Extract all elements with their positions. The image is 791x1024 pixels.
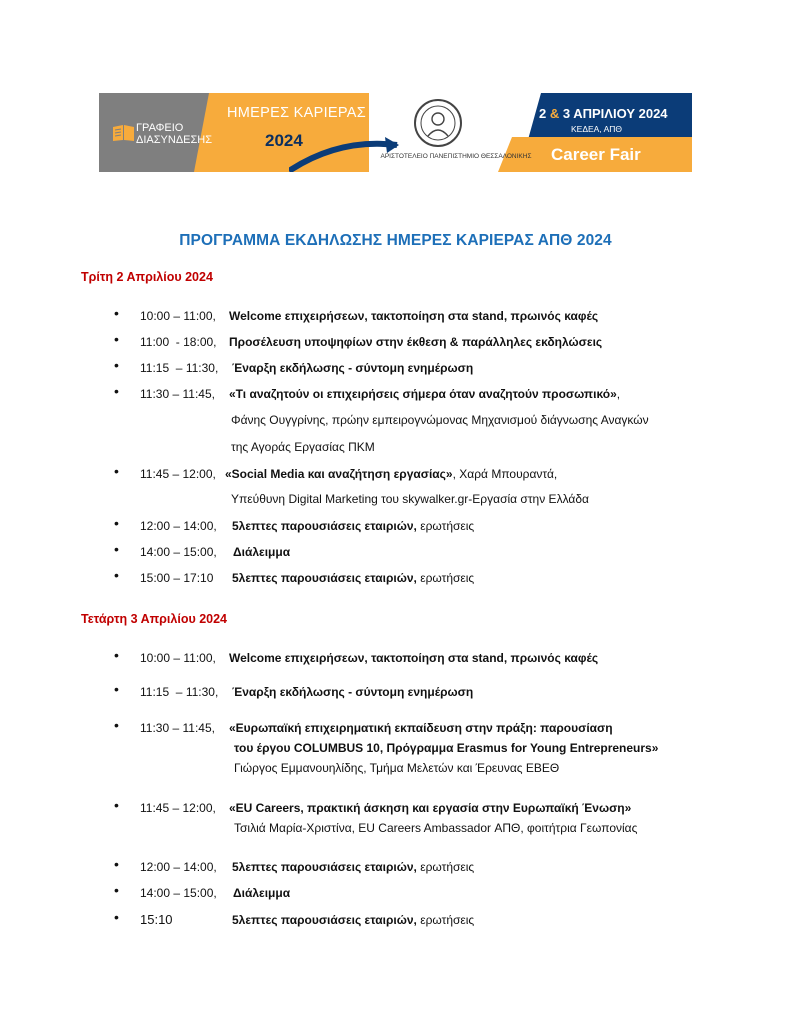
item-text [232, 360, 473, 376]
bullet: • [114, 909, 119, 925]
bullet: • [114, 717, 119, 733]
item-continuation: του έργου COLUMBUS 10, Πρόγραμμα Erasmus for Young Entrepreneurs» [234, 741, 659, 755]
bullet: • [114, 357, 119, 373]
item-text [229, 650, 598, 666]
item-text [229, 334, 602, 350]
item-suffix: , [616, 387, 621, 401]
item-continuation: Γιώργος Εμμανουηλίδης, Τμήμα Μελετών και Έρευνας ΕΒΕΘ [234, 761, 560, 775]
item-continuation: Τσιλιά Μαρία-Χριστίνα, EU Careers Ambassador ΑΠΘ, φοιτήτρια Γεωπονίας [234, 821, 638, 835]
item-title: Welcome επιχειρήσεων, τακτοποίηση στα stand, πρωινός καφές [229, 309, 599, 323]
bullet: • [114, 797, 119, 813]
item-text [232, 684, 473, 700]
item-text [229, 720, 613, 736]
item-text [232, 859, 474, 875]
item-time: 11:00 - 18:00, [140, 335, 217, 349]
item-suffix: , Χαρά Μπουραντά, [452, 467, 558, 481]
event-venue: ΚΕΔΕΑ, ΑΠΘ [571, 124, 623, 134]
item-time: 14:00 – 15:00, [140, 886, 217, 900]
date-day-1: 2 [539, 106, 547, 121]
item-text [233, 885, 290, 901]
item-title: «Social Media και αναζήτηση εργασίας» [225, 467, 453, 481]
program-title: ΠΡΟΓΡΑΜΜΑ ΕΚΔΗΛΩΣΗΣ ΗΜΕΡΕΣ ΚΑΡΙΕΡΑΣ ΑΠΘ 2024 [179, 232, 612, 249]
item-time: 11:45 – 12:00, [140, 801, 216, 815]
bullet: • [114, 567, 119, 583]
office-line-2: ΔΙΑΣΥΝΔΕΣΗΣ [136, 134, 213, 146]
item-text [225, 466, 557, 482]
item-time: 10:00 – 11:00, [140, 309, 216, 323]
university-name: ΑΡΙΣΤΟΤΕΛΕΙΟ ΠΑΝΕΠΙΣΤΗΜΙΟ ΘΕΣΣΑΛΟΝΙΚΗΣ [380, 153, 532, 160]
item-title: «Τι αναζητούν οι επιχειρήσεις σήμερα όταν αναζητούν προσωπικό» [229, 387, 617, 401]
item-title: Διάλειμμα [233, 545, 291, 559]
date-rest: 3 ΑΠΡΙΛΙΟΥ 2024 [562, 106, 668, 121]
date-amp: & [549, 106, 560, 121]
item-title: «Ευρωπαϊκή επιχειρηματική εκπαίδευση στην πράξη: παρουσίαση [229, 721, 613, 735]
university-seal-icon [413, 98, 463, 148]
bullet: • [114, 331, 119, 347]
bullet: • [114, 647, 119, 663]
event-dates [539, 106, 668, 121]
bullet: • [114, 882, 119, 898]
item-text [232, 518, 474, 534]
day2-heading: Τετάρτη 3 Απριλίου 2024 [81, 612, 228, 626]
event-banner [99, 93, 692, 172]
item-suffix: ερωτήσεις [416, 913, 475, 927]
item-text [229, 800, 631, 816]
item-title: 5λεπτες παρουσιάσεις εταιριών, [232, 571, 417, 585]
item-continuation: Υπεύθυνη Digital Marketing του skywalker.gr-Εργασία στην Ελλάδα [231, 492, 589, 506]
item-title: Διάλειμμα [233, 886, 291, 900]
item-time: 11:30 – 11:45, [140, 387, 215, 401]
item-title: 5λεπτες παρουσιάσεις εταιριών, [232, 519, 417, 533]
career-days-year: 2024 [265, 131, 303, 150]
item-time: 10:00 – 11:00, [140, 651, 216, 665]
item-title: Έναρξη εκδήλωσης - σύντομη ενημέρωση [232, 361, 474, 375]
item-text [232, 570, 474, 586]
item-suffix: ερωτήσεις [416, 860, 475, 874]
item-time: 15:10 [140, 912, 173, 927]
item-time: 12:00 – 14:00, [140, 519, 217, 533]
day1-heading: Τρίτη 2 Απριλίου 2024 [81, 270, 213, 284]
item-suffix: ερωτήσεις [416, 571, 475, 585]
item-time: 12:00 – 14:00, [140, 860, 217, 874]
item-text [229, 386, 620, 402]
item-text [229, 308, 598, 324]
liaison-office-label [136, 122, 212, 146]
bullet: • [114, 515, 119, 531]
bullet: • [114, 681, 119, 697]
item-time: 11:15 – 11:30, [140, 361, 219, 375]
item-time: 11:30 – 11:45, [140, 721, 215, 735]
item-time: 15:00 – 17:10 [140, 571, 214, 585]
item-title: 5λεπτες παρουσιάσεις εταιριών, [232, 913, 417, 927]
item-title: Προσέλευση υποψηφίων στην έκθεση & παράλληλες εκδηλώσεις [229, 335, 603, 349]
career-days-title: ΗΜΕΡΕΣ ΚΑΡΙΕΡΑΣ [227, 105, 367, 121]
item-text [232, 912, 474, 928]
item-continuation: Φάνης Ουγγρίνης, πρώην εμπειρογνώμονας Μηχανισμού διάγνωσης Αναγκών [231, 413, 649, 427]
item-time: 11:15 – 11:30, [140, 685, 219, 699]
item-suffix: ερωτήσεις [416, 519, 475, 533]
career-fair-label: Career Fair [551, 145, 641, 164]
bullet: • [114, 305, 119, 321]
bullet: • [114, 541, 119, 557]
item-time: 14:00 – 15:00, [140, 545, 217, 559]
bullet: • [114, 856, 119, 872]
item-title: 5λεπτες παρουσιάσεις εταιριών, [232, 860, 417, 874]
bullet: • [114, 463, 119, 479]
item-title: «EU Careers, πρακτική άσκηση και εργασία στην Ευρωπαϊκή Ένωση» [229, 801, 632, 815]
item-title: Welcome επιχειρήσεων, τακτοποίηση στα stand, πρωινός καφές [229, 651, 599, 665]
item-continuation: της Αγοράς Εργασίας ΠΚΜ [231, 440, 375, 454]
office-line-1: ΓΡΑΦΕΙΟ [136, 122, 184, 134]
book-icon [111, 123, 137, 143]
bullet: • [114, 383, 119, 399]
item-title: Έναρξη εκδήλωσης - σύντομη ενημέρωση [232, 685, 474, 699]
item-text [233, 544, 290, 560]
item-time: 11:45 – 12:00, [140, 467, 216, 481]
